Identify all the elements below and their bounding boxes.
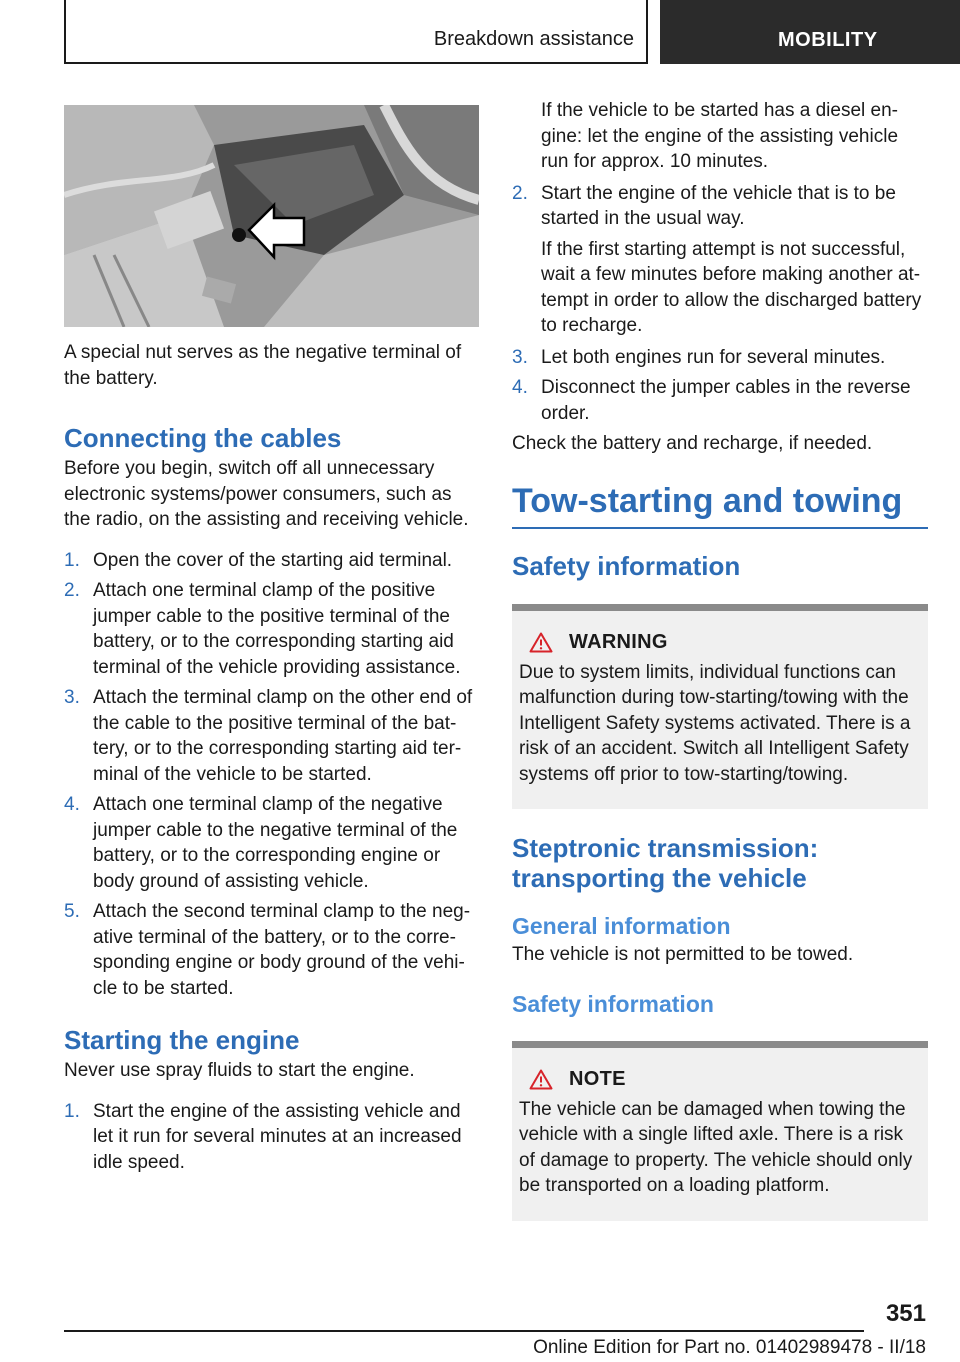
diesel-note: If the vehicle to be started has a diesel en‐gine: let the engine of the assisting vehicle run for approx. 10 minutes. [541, 100, 899, 172]
list-item: 1. Open the cover of the starting aid terminal. [64, 549, 453, 571]
engine-bay-photo [64, 105, 479, 327]
tow-heading-block [512, 481, 928, 529]
list-item: 3. Let both engines run for several minutes. [512, 346, 886, 368]
safety-info-subheading: Safety information [512, 990, 714, 1017]
list-item: 5. Attach the second terminal clamp to the neg‐ative terminal of the battery, or to the corre‐sponding engine or body ground of the vehi‐cle to be started. [64, 901, 471, 999]
steptronic-heading: Steptronic transmission: transporting the vehicle [512, 833, 819, 893]
list-item: 1. Start the engine of the assisting vehicle and let it run for several minutes at an increased idle speed. [64, 1100, 462, 1173]
general-info-heading: General information [512, 913, 731, 939]
connecting-cables-heading: Connecting the cables [64, 423, 342, 453]
note-text: The vehicle can be damaged when towing the vehicle with a single lifted axle. There is a risk of damage to property. The vehicle should only be transported on a loading platform. [519, 1098, 913, 1196]
first-attempt-note: If the first starting attempt is not successful, wait a few minutes before making another at‐tempt in order to allow the discharged battery to recharge. [541, 238, 922, 336]
photo-caption: A special nut serves as the negative terminal of the battery. [64, 342, 462, 389]
start-steps-cont [512, 181, 928, 232]
tow-starting-heading: Tow-starting and towing [512, 481, 903, 520]
warning-icon [529, 632, 553, 653]
note-warning-icon [529, 1069, 553, 1090]
safety-info-heading: Safety information [512, 550, 741, 581]
list-item: 2. Start the engine of the vehicle that is to be started in the usual way. [512, 182, 896, 229]
left-column [64, 100, 479, 1180]
general-info-text: The vehicle is not permitted to be towed. [512, 944, 854, 965]
header-chapter-title: MOBILITY [778, 29, 878, 51]
warning-label: WARNING [569, 630, 668, 653]
starting-intro: Never use spray fluids to start the engine. [64, 1060, 415, 1081]
note-head [529, 1068, 922, 1091]
edition-text: Online Edition for Part no. 01402989478 - II/18 [533, 1337, 926, 1358]
start-steps-final [512, 345, 928, 427]
check-battery-text: Check the battery and recharge, if needed. [512, 433, 873, 454]
engine-bay-illustration [64, 105, 479, 327]
header-section-tab [64, 0, 648, 64]
footer-divider [64, 1330, 864, 1332]
header-chapter-tab [660, 0, 960, 64]
note-label: NOTE [569, 1067, 626, 1090]
warning-box [512, 604, 928, 810]
list-item: 3. Attach the terminal clamp on the other end of the cable to the positive terminal of the bat‐tery, or to the corresponding starting aid ter‐minal of the vehicle to be started. [64, 687, 473, 785]
connecting-intro: Before you begin, switch off all unnecessary electronic systems/power consumers, such as the radio, on the assisting and receiving vehicle. [64, 458, 469, 530]
note-box [512, 1041, 928, 1221]
right-column [512, 100, 928, 1221]
list-item: 4. Attach one terminal clamp of the negative jumper cable to the negative terminal of the battery, or to the corresponding engine or body ground of assisting vehicle. [64, 794, 458, 892]
list-item: 2. Attach one terminal clamp of the positive jumper cable to the positive terminal of the battery, or to the corresponding starting aid terminal of the vehicle providing assistance. [64, 580, 461, 678]
warning-text: Due to system limits, individual functions can malfunction during tow-starting/towing with the Intelligent Safety systems activated. There is a risk of an accident. Switch all Intelligent Safety systems off prior to tow-starting/towing. [519, 661, 911, 785]
header-section-title: Breakdown assistance [433, 28, 634, 50]
page-number: 351 [885, 1300, 926, 1327]
list-item: 4. Disconnect the jumper cables in the reverse order. [512, 377, 911, 424]
connecting-steps [64, 548, 479, 1002]
warning-head [529, 631, 922, 654]
starting-steps [64, 1099, 479, 1176]
starting-engine-heading: Starting the engine [64, 1025, 300, 1055]
